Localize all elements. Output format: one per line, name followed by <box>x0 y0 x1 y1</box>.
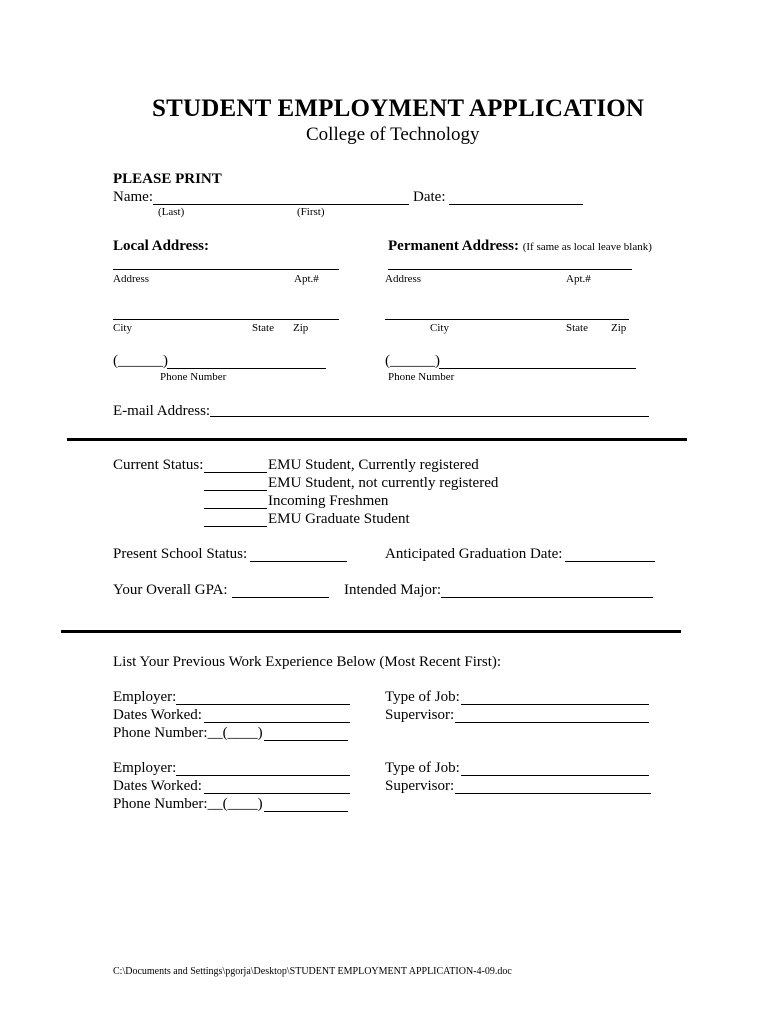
status-option-3-blank[interactable] <box>204 508 267 509</box>
major-label: Intended Major: <box>344 582 442 598</box>
major-field[interactable] <box>441 597 653 598</box>
employer-label-1: Employer: <box>113 689 177 705</box>
name-label: Name: <box>113 189 153 205</box>
dates-worked-field-2[interactable] <box>204 793 350 794</box>
graduation-date-label: Anticipated Graduation Date: <box>385 546 563 562</box>
dates-worked-field-1[interactable] <box>204 722 350 723</box>
footer-file-path: C:\Documents and Settings\pgorja\Desktop\STUDENT EMPLOYMENT APPLICATION-4-09.doc <box>113 966 512 977</box>
work-phone-label-1: Phone Number:__(____) <box>113 725 263 741</box>
job-type-field-1[interactable] <box>461 704 649 705</box>
first-hint: (First) <box>297 206 325 218</box>
local-address-field[interactable] <box>113 269 339 270</box>
name-field[interactable] <box>153 204 409 205</box>
permanent-apt-label: Apt.# <box>566 273 591 285</box>
permanent-phone-label: Phone Number <box>388 371 455 383</box>
permanent-address-field[interactable] <box>388 269 632 270</box>
date-label: Date: <box>413 189 446 205</box>
supervisor-label-2: Supervisor: <box>385 778 455 794</box>
local-phone-area: (______) <box>113 353 168 369</box>
please-print-label: PLEASE PRINT <box>113 171 222 187</box>
local-phone-label: Phone Number <box>160 371 227 383</box>
section-divider-2 <box>61 630 681 633</box>
section-divider-1 <box>67 438 687 441</box>
local-state-label: State <box>252 322 274 334</box>
work-experience-heading: List Your Previous Work Experience Below (Most Recent First): <box>113 654 502 670</box>
email-field[interactable] <box>210 416 649 417</box>
work-phone-field-1[interactable] <box>264 740 348 741</box>
status-option-1-blank[interactable] <box>204 472 267 473</box>
permanent-city-label: City <box>430 322 449 334</box>
supervisor-label-1: Supervisor: <box>385 707 455 723</box>
last-hint: (Last) <box>158 206 185 218</box>
local-city-field[interactable] <box>113 319 339 320</box>
local-zip-label: Zip <box>293 322 309 334</box>
page-subtitle: College of Technology <box>306 124 480 145</box>
dates-worked-label-1: Dates Worked: <box>113 707 202 723</box>
status-option-4-blank[interactable] <box>204 526 267 527</box>
permanent-address-title: Permanent Address: <box>388 238 519 254</box>
status-option-4: EMU Graduate Student <box>268 511 410 527</box>
school-status-field[interactable] <box>250 561 347 562</box>
work-phone-label-2: Phone Number:__(____) <box>113 796 263 812</box>
employer-field-2[interactable] <box>176 775 350 776</box>
job-type-label-2: Type of Job: <box>385 760 460 776</box>
graduation-date-field[interactable] <box>565 561 655 562</box>
permanent-zip-label: Zip <box>611 322 627 334</box>
permanent-address-label: Address <box>385 273 422 285</box>
local-phone-field[interactable] <box>167 368 326 369</box>
supervisor-field-1[interactable] <box>455 722 649 723</box>
local-address-heading: Local Address: <box>113 238 209 254</box>
local-apt-label: Apt.# <box>294 273 319 285</box>
employer-label-2: Employer: <box>113 760 177 776</box>
local-city-label: City <box>113 322 132 334</box>
gpa-field[interactable] <box>232 597 329 598</box>
status-option-3: Incoming Freshmen <box>268 493 389 509</box>
permanent-phone-area: (______) <box>385 353 440 369</box>
job-type-field-2[interactable] <box>461 775 649 776</box>
page-title: STUDENT EMPLOYMENT APPLICATION <box>152 95 645 122</box>
local-address-label: Address <box>113 273 150 285</box>
supervisor-field-2[interactable] <box>455 793 651 794</box>
permanent-state-label: State <box>566 322 588 334</box>
status-option-2: EMU Student, not currently registered <box>268 475 499 491</box>
school-status-label: Present School Status: <box>113 546 248 562</box>
work-phone-field-2[interactable] <box>264 811 348 812</box>
status-option-1: EMU Student, Currently registered <box>268 457 479 473</box>
employer-field-1[interactable] <box>176 704 350 705</box>
job-type-label-1: Type of Job: <box>385 689 460 705</box>
permanent-phone-field[interactable] <box>439 368 636 369</box>
permanent-city-field[interactable] <box>385 319 629 320</box>
gpa-label: Your Overall GPA: <box>113 582 228 598</box>
status-option-2-blank[interactable] <box>204 490 267 491</box>
permanent-address-heading <box>388 239 652 254</box>
email-label: E-mail Address: <box>113 403 211 419</box>
current-status-label: Current Status: <box>113 457 204 473</box>
date-field[interactable] <box>449 204 583 205</box>
dates-worked-label-2: Dates Worked: <box>113 778 202 794</box>
permanent-address-note: (If same as local leave blank) <box>522 241 652 253</box>
